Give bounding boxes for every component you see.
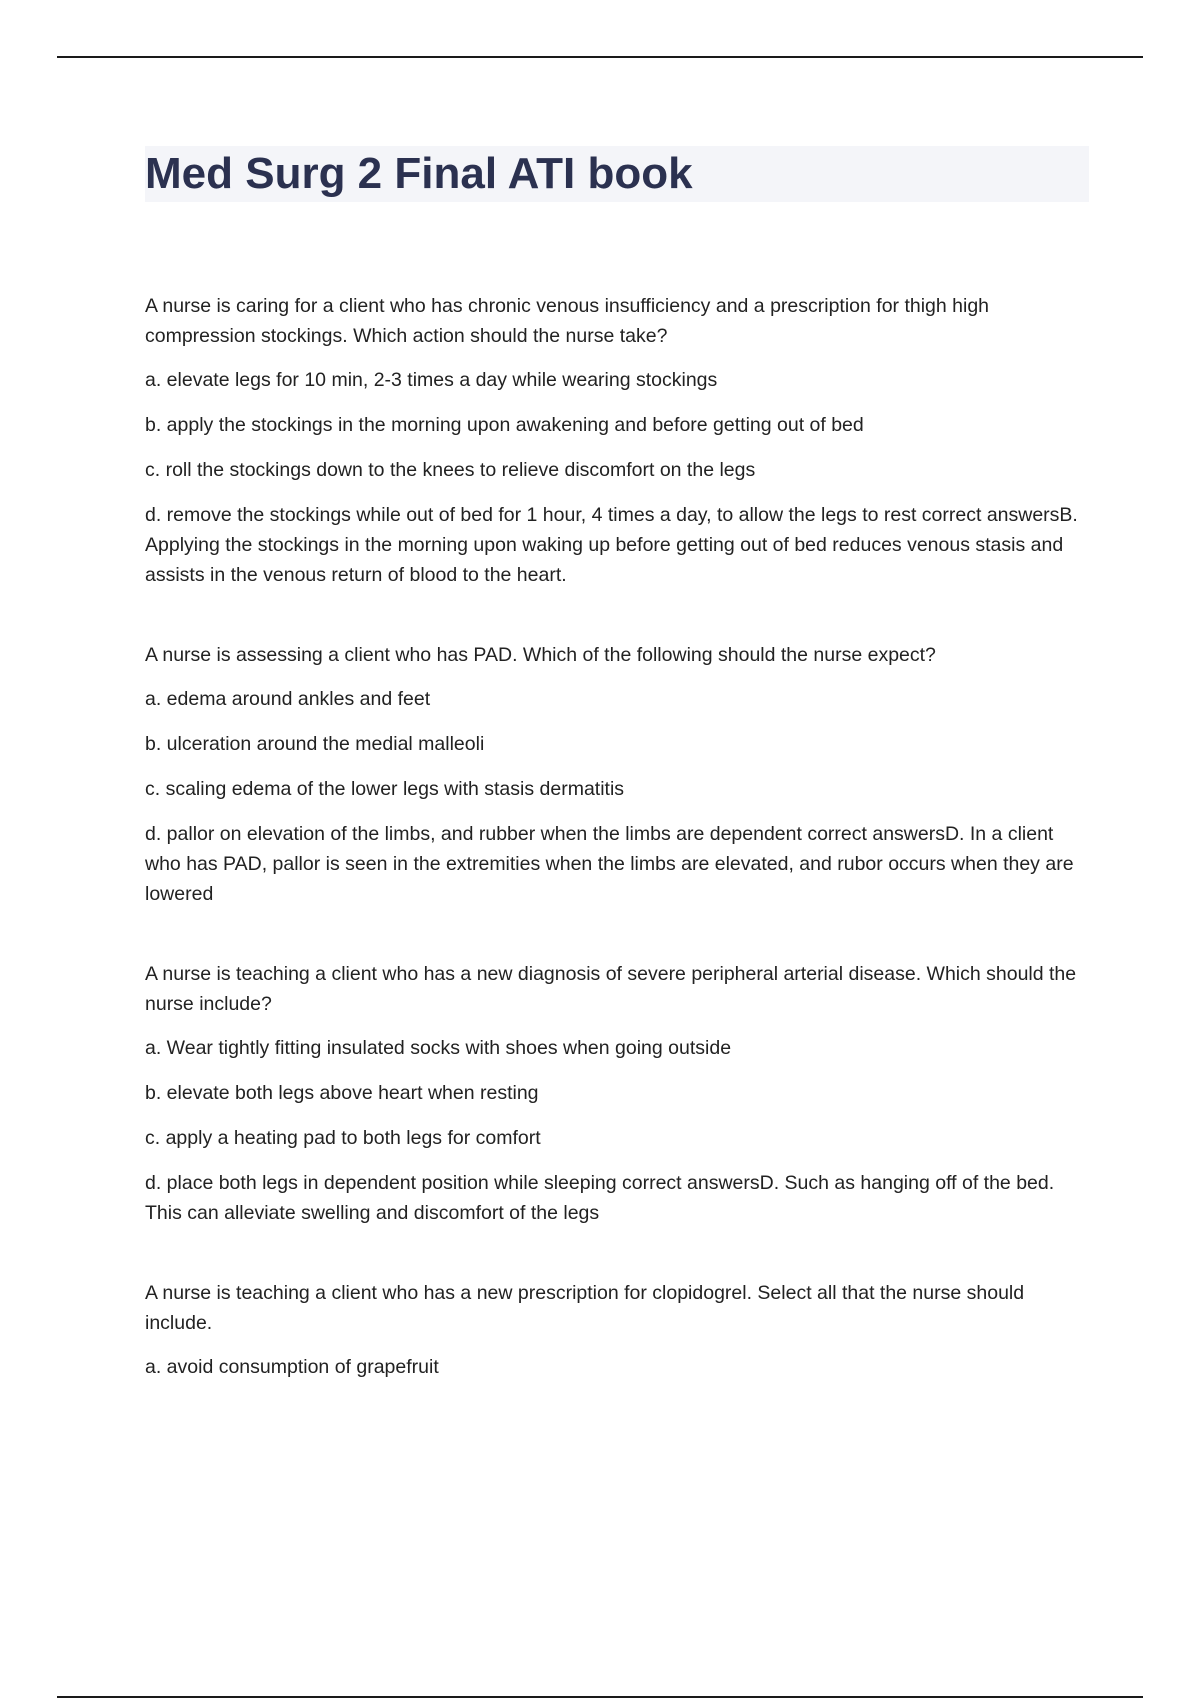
question-block-3 — [145, 959, 1090, 1228]
question-block-2 — [145, 640, 1090, 909]
question-text: A nurse is teaching a client who has a new diagnosis of severe peripheral arterial disease. Which should the nurse include? — [145, 963, 1077, 1015]
answer-option-c: c. roll the stockings down to the knees to relieve discomfort on the legs — [145, 459, 756, 481]
answer-option-d: d. remove the stockings while out of bed for 1 hour, 4 times a day, to allow the legs to rest correct answersB. Applying the stockings in the morning upon waking up before getting out of bed reduces venous stasis and assists in the venous return of blood to the heart. — [145, 504, 1078, 586]
answer-option-c: c. scaling edema of the lower legs with stasis dermatitis — [145, 778, 625, 800]
top-rule — [57, 56, 1143, 58]
document-body — [145, 291, 1090, 1432]
question-text: A nurse is assessing a client who has PAD. Which of the following should the nurse expect? — [145, 644, 936, 666]
document-title: Med Surg 2 Final ATI book — [145, 149, 693, 198]
answer-option-d: d. pallor on elevation of the limbs, and rubber when the limbs are dependent correct answersD. In a client who has PAD, pallor is seen in the extremities when the limbs are elevated, and rubor occurs when they are lowered — [145, 823, 1074, 905]
answer-option-a: a. Wear tightly fitting insulated socks with shoes when going outside — [145, 1037, 732, 1059]
answer-option-b: b. elevate both legs above heart when resting — [145, 1082, 539, 1104]
question-text: A nurse is teaching a client who has a new prescription for clopidogrel. Select all that the nurse should include. — [145, 1282, 1025, 1334]
question-text: A nurse is caring for a client who has chronic venous insufficiency and a prescription for thigh high compression stockings. Which action should the nurse take? — [145, 295, 990, 347]
answer-option-d: d. place both legs in dependent position while sleeping correct answersD. Such as hanging off of the bed. This can alleviate swelling and discomfort of the legs — [145, 1172, 1055, 1224]
answer-option-b: b. ulceration around the medial malleoli — [145, 733, 485, 755]
question-block-4 — [145, 1278, 1090, 1382]
answer-option-a: a. edema around ankles and feet — [145, 688, 431, 710]
question-block-1 — [145, 291, 1090, 590]
answer-option-a: a. elevate legs for 10 min, 2-3 times a day while wearing stockings — [145, 369, 718, 391]
answer-option-b: b. apply the stockings in the morning upon awakening and before getting out of bed — [145, 414, 864, 436]
answer-option-c: c. apply a heating pad to both legs for comfort — [145, 1127, 541, 1149]
bottom-rule — [57, 1696, 1143, 1698]
answer-option-a: a. avoid consumption of grapefruit — [145, 1356, 439, 1378]
